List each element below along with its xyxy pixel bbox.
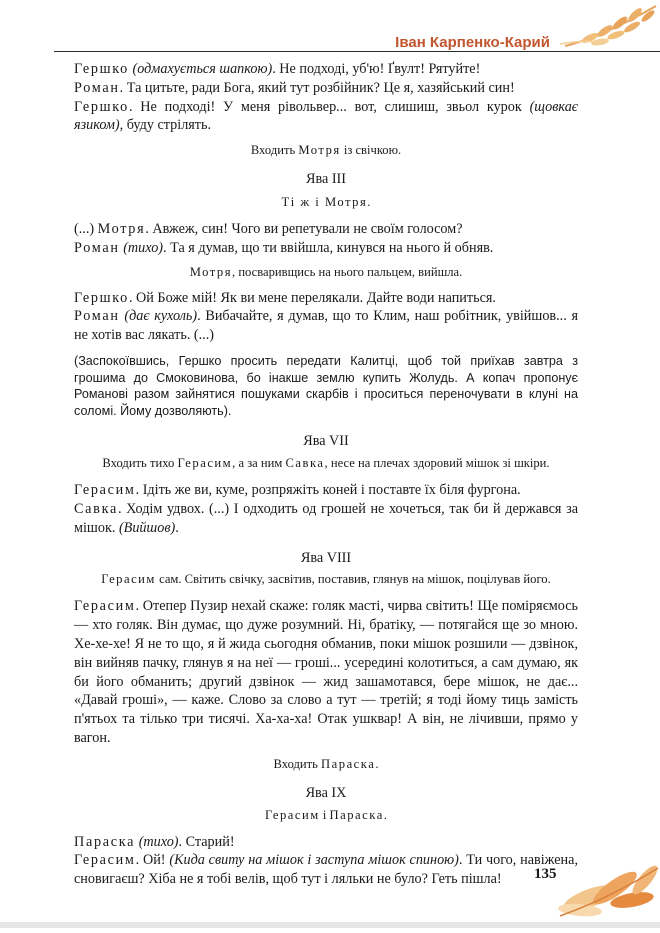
scene-heading: Ява IX (305, 784, 347, 801)
page-header (0, 0, 660, 56)
dialogue-line: (...) Мотря. Авжеж, син! Чого ви репетували не своїм голосом? (74, 220, 463, 237)
dialogue-line: Роман (тихо). Та я думав, що ти ввійшла, кинувся на нього й обняв. (74, 239, 494, 256)
dialogue-line: Роман. Та цитьте, ради Бога, який тут розбійник? Це я, хазяйський син! (74, 79, 515, 96)
stage-direction: Ті ж і Мотря. (281, 194, 371, 209)
dialogue-line: Герасим. Ой! (Кида свиту на мішок і заступа мішок спиною). Ти чого, навіжена, сновигаєш? Хіба не я тобі велів, щоб тут і ляльки не було? Геть пішла! (74, 852, 578, 888)
stage-direction: Входить тихо Герасим, а за ним Савка, несе на плечах здоровий мішок зі шкіри. (102, 456, 550, 471)
dialogue-line: Герасим. Отепер Пузир нехай скаже: голяк масті, чирва світить! Ще поміряємось — хто голяк. Він думає, що дуже розумний. Ні, братіку, — потягайся ще зо мною. Хе-хе-хе! Я не то що, я й жида сьогодня обманив, поки мішок розшили — дзвінок, він вийняв пачку, глянув я на неї — гроші... усередині колотиться, а сам думаю, як би його обманить; другий дзвінок — жид зашамотався, бере мішок, не дає... «Давай гроші», — каже. Слово за слово а тут — третій; я тоді йому тиць замість п'ятьох та тілько три тисячі. Ха-ха-ха! Отак ушквар! А він, не лічивши, прямо у вагон. (74, 598, 578, 746)
scene-heading: Ява VII (303, 433, 349, 450)
dialogue-line: Герасим. Ідіть же ви, куме, розпряжіть коней і поставте їх біля фургона. (74, 482, 521, 499)
stage-direction: Герасим сам. Світить свічку, засвітив, поставив, глянув на мішок, поцілував його. (101, 572, 551, 587)
footer-band (0, 922, 660, 928)
scene-heading: Ява III (306, 171, 346, 188)
header-rule (54, 51, 660, 52)
stage-direction: Герасим і Параска. (265, 807, 387, 822)
dialogue-line: Савка. Ходім удвох. (...) І одходить од грошей не хочеться, так би й держався за мішок. (Вийшов). (74, 500, 578, 536)
page-body (74, 60, 578, 889)
dialogue-line: Роман (дає кухоль). Вибачайте, я думав, що то Клим, наш робітник, увійшов... я не хотів вас лякать. (...) (74, 308, 578, 344)
scene-heading: Ява VIII (300, 549, 352, 566)
dialogue-line: Гершко. Ой Боже мій! Як ви мене перелякали. Дайте води напиться. (74, 289, 496, 306)
stage-direction: Мотря, посваривщись на нього пальцем, вийшла. (189, 264, 463, 279)
narration-summary: (Заспокоївшись, Гершко просить передати Калитці, щоб той приїхав завтра з грошима до Смоковинова, бо інакше землю купить Жолудь. А копач пропонує Романові разом зайнятися пошуками скарбів і проситься переночувати в клуні на соломі. Йому дозволяють). (74, 353, 578, 418)
author-name: Іван Карпенко-Карий (395, 34, 550, 51)
page-number: 135 (534, 866, 557, 882)
wheat-ornament-icon (560, 2, 660, 50)
stage-direction: Входить Мотря із свічкою. (250, 143, 402, 158)
dialogue-line: Параска (тихо). Старий! (74, 833, 235, 850)
dialogue-line: Гершко (одмахується шапкою). Не подході, уб'ю! Ґвулт! Рятуйте! (74, 61, 481, 77)
dialogue-line: Гершко. Не подході! У меня рівольвер... вот, слишиш, звьол курок (щовкає язиком), буду стрілять. (74, 98, 578, 134)
stage-direction: Входить Параска. (273, 756, 379, 771)
